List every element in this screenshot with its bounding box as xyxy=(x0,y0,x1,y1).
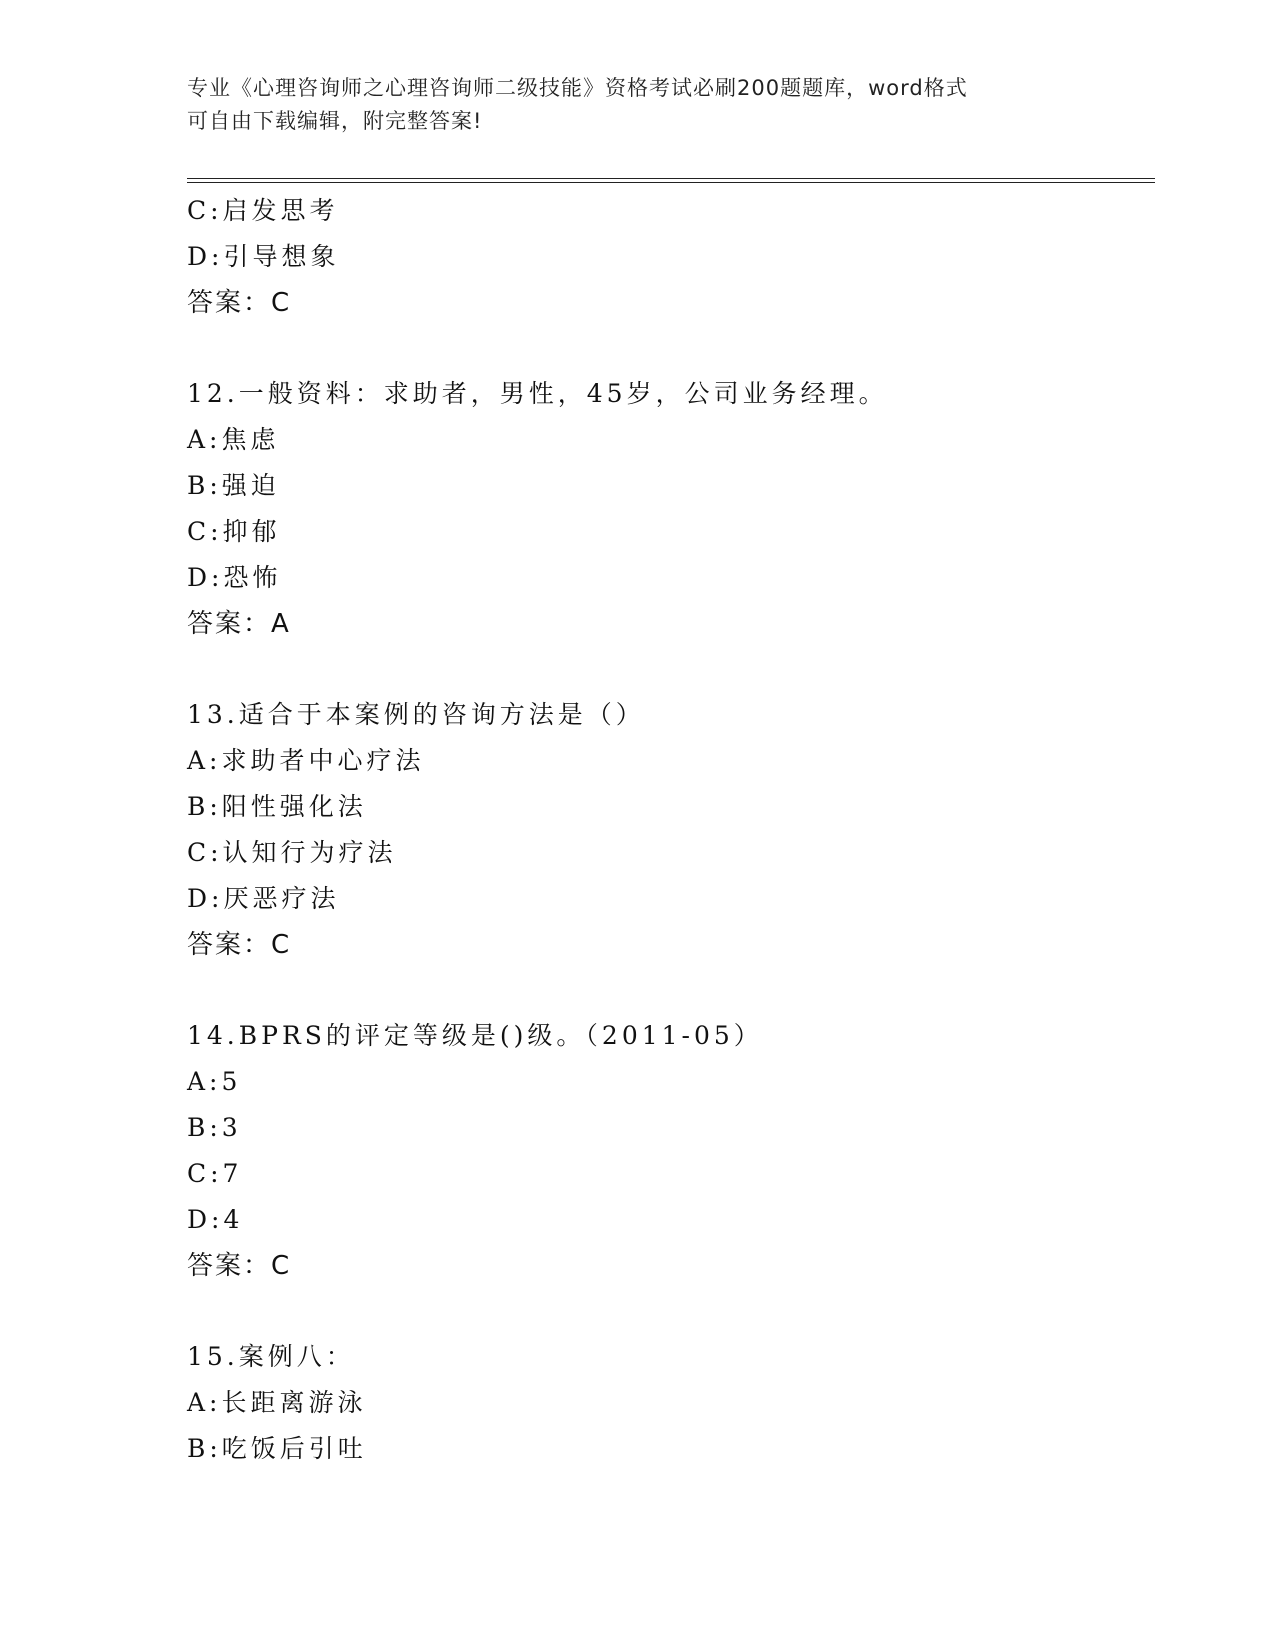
option-b: B:3 xyxy=(187,1113,242,1142)
option-a: A:求助者中心疗法 xyxy=(187,746,425,775)
spacer xyxy=(187,968,1147,1013)
answer-label: 答案：C xyxy=(187,1251,292,1281)
option-d: D:4 xyxy=(187,1205,244,1234)
option-c: C:启发思考 xyxy=(187,196,339,225)
question-13 xyxy=(187,692,1147,968)
question-title: 12.一般资料：求助者，男性，45岁，公司业务经理。 xyxy=(187,379,888,408)
spacer xyxy=(187,326,1147,371)
option-a: A:长距离游泳 xyxy=(187,1388,367,1417)
spacer xyxy=(187,647,1147,692)
option-d: D:厌恶疗法 xyxy=(187,884,340,913)
option-b: B:强迫 xyxy=(187,471,280,500)
option-c: C:认知行为疗法 xyxy=(187,838,397,867)
option-c: C:抑郁 xyxy=(187,517,281,546)
question-title: 15.案例八： xyxy=(187,1342,355,1371)
option-a: A:5 xyxy=(187,1067,242,1096)
option-c: C:7 xyxy=(187,1159,243,1188)
header-line-1: 专业《心理咨询师之心理咨询师二级技能》资格考试必刷200题题库，word格式 xyxy=(187,76,968,100)
header-divider xyxy=(187,178,1155,183)
option-a: A:焦虑 xyxy=(187,425,280,454)
question-11-partial xyxy=(187,188,1147,326)
question-14 xyxy=(187,1013,1147,1289)
answer-label: 答案：A xyxy=(187,609,291,639)
option-b: B:吃饭后引吐 xyxy=(187,1434,367,1463)
option-d: D:引导想象 xyxy=(187,242,340,271)
spacer xyxy=(187,1289,1147,1334)
question-content xyxy=(187,188,1147,1472)
option-b: B:阳性强化法 xyxy=(187,792,367,821)
option-d: D:恐怖 xyxy=(187,563,282,592)
question-title: 13.适合于本案例的咨询方法是（） xyxy=(187,700,645,729)
header-line-2: 可自由下载编辑，附完整答案! xyxy=(187,109,483,133)
question-12 xyxy=(187,371,1147,647)
question-title: 14.BPRS的评定等级是()级。（2011-05） xyxy=(187,1021,763,1050)
page-header xyxy=(187,72,1067,138)
question-15 xyxy=(187,1334,1147,1472)
answer-label: 答案：C xyxy=(187,930,292,960)
answer-label: 答案：C xyxy=(187,288,292,318)
